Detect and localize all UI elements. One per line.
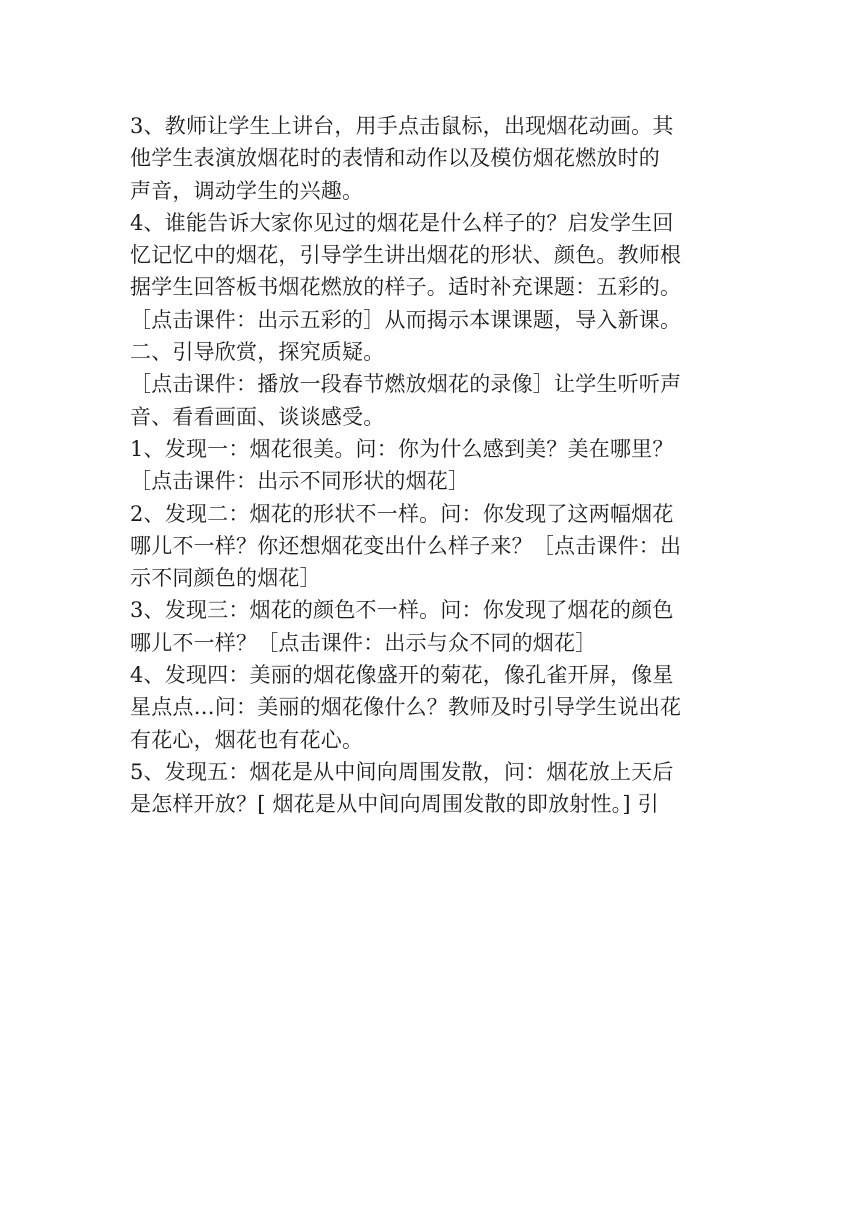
text-line: ［点击课件：出示五彩的］从而揭示本课课题，导入新课。 (130, 307, 682, 332)
text-line: 2、发现二：烟花的形状不一样。问：你发现了这两幅烟花 (130, 501, 674, 526)
section-heading: 二、引导欣赏，探究质疑。 (130, 340, 385, 365)
text-line: 4、发现四：美丽的烟花像盛开的菊花，像孔雀开屏，像星 (130, 663, 674, 688)
text-line: ［点击课件：出示不同形状的烟花］ (130, 469, 470, 494)
text-line: 3、发现三：烟花的颜色不一样。问：你发现了烟花的颜色 (130, 598, 674, 623)
text-line: 有花心，烟花也有花心。 (130, 727, 364, 752)
text-line: 据学生回答板书烟花燃放的样子。适时补充课题：五彩的。 (130, 275, 682, 300)
text-line: 是怎样开放？[ 烟花是从中间向周围发散的即放射性。] 引 (130, 792, 659, 817)
text-line: 声音，调动学生的兴趣。 (130, 178, 364, 203)
text-line: 忆记忆中的烟花，引导学生讲出烟花的形状、颜色。教师根 (130, 243, 682, 268)
text-line: 5、发现五：烟花是从中间向周围发散，问：烟花放上天后 (130, 759, 674, 784)
text-line: 示不同颜色的烟花］ (130, 566, 321, 591)
text-line: 3、教师让学生上讲台，用手点击鼠标，出现烟花动画。其 (130, 114, 674, 138)
text-line: 音、看看画面、谈谈感受。 (130, 404, 385, 429)
text-line: 哪儿不一样？［点击课件：出示与众不同的烟花］ (130, 630, 597, 655)
text-line: 哪儿不一样？你还想烟花变出什么样子来？［点击课件：出 (130, 533, 682, 558)
text-line: ［点击课件：播放一段春节燃放烟花的录像］让学生听听声 (130, 372, 682, 397)
text-line: 他学生表演放烟花时的表情和动作以及模仿烟花燃放时的 (130, 146, 660, 171)
document-body (130, 110, 730, 821)
text-line: 星点点…问：美丽的烟花像什么？教师及时引导学生说出花 (130, 695, 682, 720)
text-line: 4、谁能告诉大家你见过的烟花是什么样子的？启发学生回 (130, 210, 674, 235)
text-line: 1、发现一：烟花很美。问：你为什么感到美？美在哪里？ (130, 436, 674, 461)
